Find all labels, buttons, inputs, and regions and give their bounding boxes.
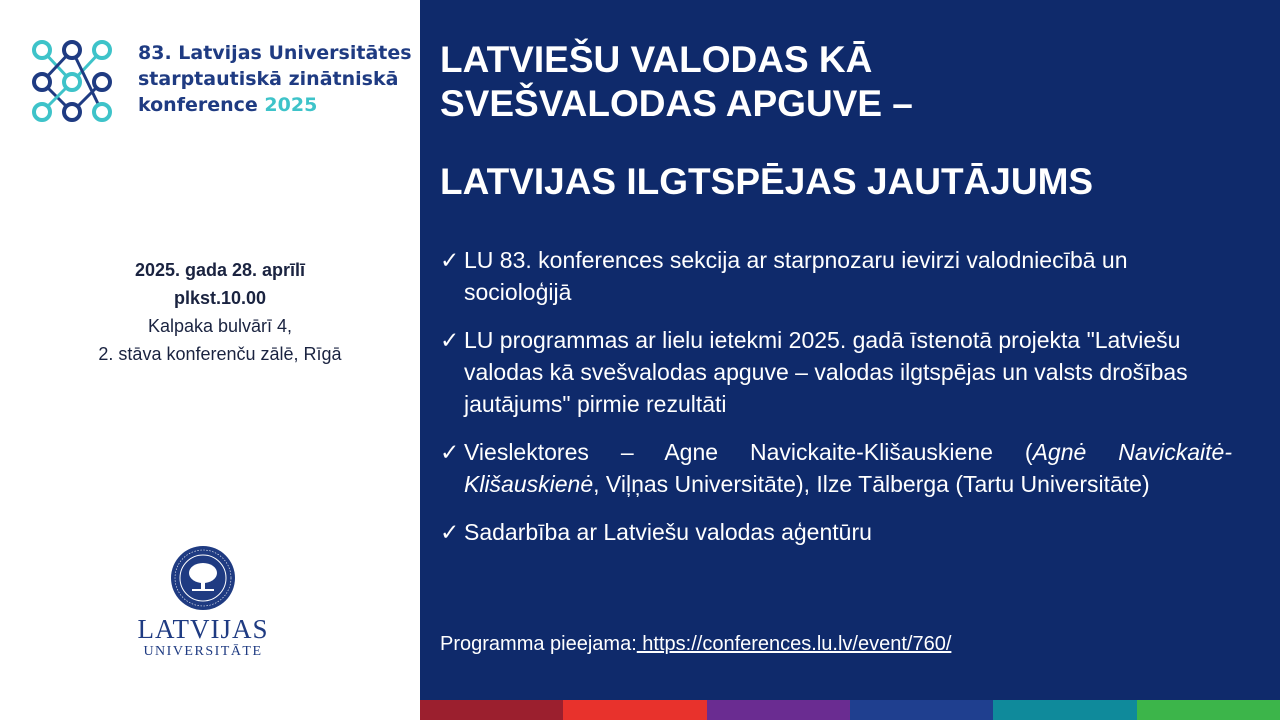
left-panel xyxy=(0,0,420,720)
bullet-text: , Viļņas Universitāte), Ilze Tālberga (Tartu Universitāte) xyxy=(593,471,1150,497)
stripe-segment xyxy=(420,700,563,720)
stripe-segment xyxy=(1137,700,1280,720)
program-link[interactable]: https://conferences.lu.lv/event/760/ xyxy=(636,633,952,655)
bullet-text-italic: Agnė Navickaitė-Klišauskienė xyxy=(464,439,1233,497)
stripe-segment xyxy=(993,700,1136,720)
bullet-text: Sadarbība ar Latviešu valodas aģentūru xyxy=(464,519,872,545)
event-time: plkst.10.00 xyxy=(173,288,267,308)
check-icon: ✓ xyxy=(440,439,460,465)
university-name xyxy=(100,614,306,660)
event-date: 2025. gada 28. aprīlī xyxy=(134,260,306,280)
conference-title xyxy=(138,40,412,118)
conference-network-logo-icon xyxy=(28,34,128,126)
headline-line1: LATVIEŠU VALODAS KĀ xyxy=(440,39,873,80)
headline-line2: SVEŠVALODAS APGUVE – xyxy=(440,83,913,124)
university-name-line1: LATVIJAS xyxy=(137,614,269,644)
conference-year: 2025 xyxy=(264,94,318,116)
program-label: Programma pieejama: xyxy=(440,633,637,655)
color-stripe xyxy=(420,700,1280,720)
check-icon: ✓ xyxy=(440,327,460,353)
bullet-item xyxy=(440,436,1232,500)
bullet-item xyxy=(440,324,1232,420)
conference-title-line1: 83. Latvijas Universitātes xyxy=(138,42,412,64)
bullet-text: LU programmas ar lielu ietekmi 2025. gadā īstenotā projekta "Latviešu valodas kā svešvalodas apguve – valodas ilgtspējas un valsts drošības jautājums" pirmie rezultāti xyxy=(464,327,1188,417)
university-name-line2: UNIVERSITĀTE xyxy=(143,644,263,659)
check-icon: ✓ xyxy=(440,247,460,273)
headline xyxy=(440,38,1260,204)
stripe-segment xyxy=(850,700,993,720)
program-line xyxy=(440,630,951,658)
bullet-text: Vieslektores – Agne Navickaite-Klišauskiene ( xyxy=(464,439,1033,465)
event-info xyxy=(0,256,440,368)
headline-line3: LATVIJAS ILGTSPĒJAS JAUTĀJUMS xyxy=(440,161,1094,202)
conference-title-line3 xyxy=(138,92,412,118)
conference-title-line2: starptautiskā zinātniskā xyxy=(138,68,399,90)
bullet-item xyxy=(440,244,1232,308)
check-icon: ✓ xyxy=(440,519,460,545)
stripe-segment xyxy=(707,700,850,720)
university-seal-icon xyxy=(170,545,236,611)
event-address-line1: Kalpaka bulvārī 4, xyxy=(147,316,293,336)
bullet-list xyxy=(440,244,1232,564)
bullet-item xyxy=(440,516,1232,548)
conference-title-word: konference xyxy=(138,94,258,116)
stripe-segment xyxy=(563,700,706,720)
bullet-text: LU 83. konferences sekcija ar starpnozaru ievirzi valodniecībā un socioloģijā xyxy=(464,247,1128,305)
event-address-line2: 2. stāva konferenču zālē, Rīgā xyxy=(98,344,342,364)
